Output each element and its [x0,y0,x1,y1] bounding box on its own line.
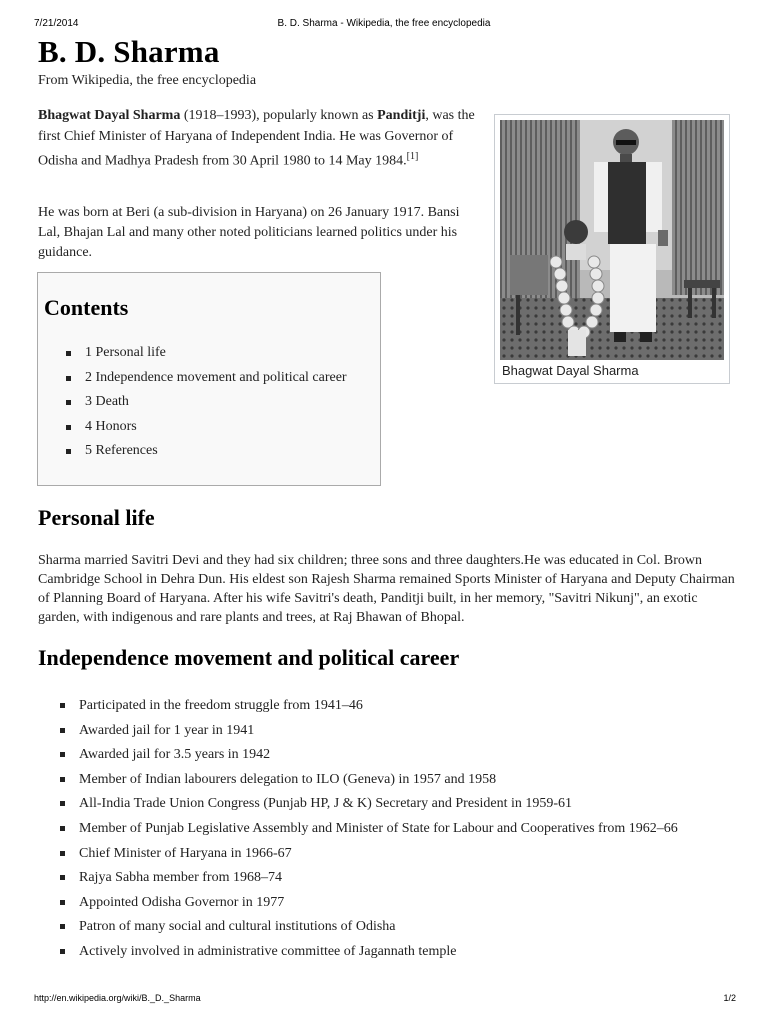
list-item: Member of Indian labourers delegation to ILO (Geneva) in 1957 and 1958 [60,768,740,791]
lead-paragraph-2: He was born at Beri (a sub-division in Haryana) on 26 January 1917. Bansi Lal, Bhajan Lal and many other noted politicians learned politics under his guidance. [38,205,460,260]
table-of-contents [37,272,381,486]
print-page-title: B. D. Sharma - Wikipedia, the free encyclopedia [277,18,491,29]
list-item: Member of Punjab Legislative Assembly and Minister of State for Labour and Cooperatives from 1962–66 [60,817,740,840]
toc-item-references[interactable]: 5 References [66,443,347,468]
page-number: 1/2 [723,993,736,1003]
section-heading-personal-life: Personal life [38,505,155,530]
career-list [60,694,740,965]
list-item: Actively involved in administrative committee of Jagannath temple [60,940,740,963]
lead-rest: , was the first Chief Minister of Haryana of Independent India. He was Governor of Odisha and Madhya Pradesh from 30 April 1980 to 14 May 1984. [38,108,475,169]
print-date: 7/21/2014 [34,18,79,29]
toc-item-personal-life[interactable]: 1 Personal life [66,345,347,370]
infobox-caption: Bhagwat Dayal Sharma [502,363,639,378]
article-subtitle: From Wikipedia, the free encyclopedia [38,73,257,88]
list-item: Chief Minister of Haryana in 1966-67 [60,842,740,865]
toc-item-death[interactable]: 3 Death [66,394,347,419]
toc-list [66,345,347,468]
article-title: B. D. Sharma [38,34,220,69]
section-heading-career: Independence movement and political career [38,645,460,670]
toc-item-honors[interactable]: 4 Honors [66,419,347,444]
lead-name: Bhagwat Dayal Sharma [38,108,181,123]
lead-nickname: Panditji [377,108,426,123]
reference-link[interactable]: [1] [406,151,419,162]
list-item: Participated in the freedom struggle from 1941–46 [60,694,740,717]
print-url: http://en.wikipedia.org/wiki/B._D._Sharma [34,993,201,1003]
personal-life-paragraph: Sharma married Savitri Devi and they had six children; three sons and three daughters.He was educated in Col. Brown Cambridge School in Dehra Dun. His eldest son Rajesh Sharma remained Sports Minister of Haryana and Deputy Chairman of Planning Board of Haryana. After his wife Savitri's death, Panditji built, in her memory, "Savitri Nikunj", an exotic garden, with indigenous and rare plants and trees, at Raj Bhawan of Bhopal. [38,553,735,625]
lead-paragraph [38,106,478,172]
list-item: Patron of many social and cultural institutions of Odisha [60,915,740,938]
toc-item-independence-movement[interactable]: 2 Independence movement and political career [66,370,347,395]
lead-dates: (1918–1993), popularly known as [180,108,378,123]
list-item: Appointed Odisha Governor in 1977 [60,891,740,914]
infobox [494,114,730,384]
toc-title: Contents [44,295,129,320]
portrait-photo[interactable] [500,120,724,360]
list-item: Awarded jail for 3.5 years in 1942 [60,743,740,766]
list-item: All-India Trade Union Congress (Punjab HP, J & K) Secretary and President in 1959-61 [60,792,740,815]
list-item: Rajya Sabha member from 1968–74 [60,866,740,889]
list-item: Awarded jail for 1 year in 1941 [60,719,740,742]
